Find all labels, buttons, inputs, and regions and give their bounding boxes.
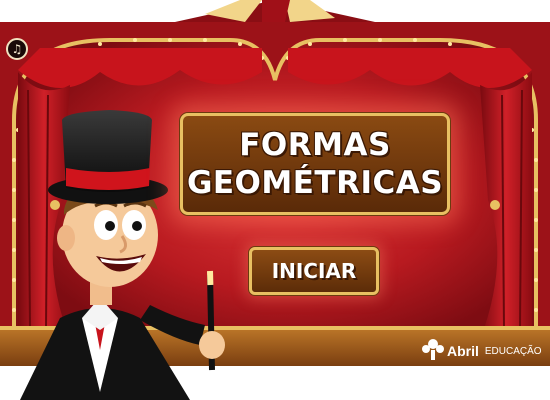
start-button-label: INICIAR (271, 259, 357, 283)
sound-toggle-button[interactable] (6, 38, 28, 60)
game-title-line2: GEOMÉTRICAS (186, 165, 444, 201)
brand-name: Abril (447, 343, 479, 359)
publisher-brand (425, 340, 542, 362)
brand-division: EDUCAÇÃO (484, 345, 542, 357)
music-note-icon: ♫ (11, 42, 23, 56)
tent-top (175, 0, 375, 22)
game-title-line1: FORMAS (239, 127, 391, 163)
start-button[interactable] (249, 247, 379, 295)
game-title-panel (180, 113, 450, 215)
